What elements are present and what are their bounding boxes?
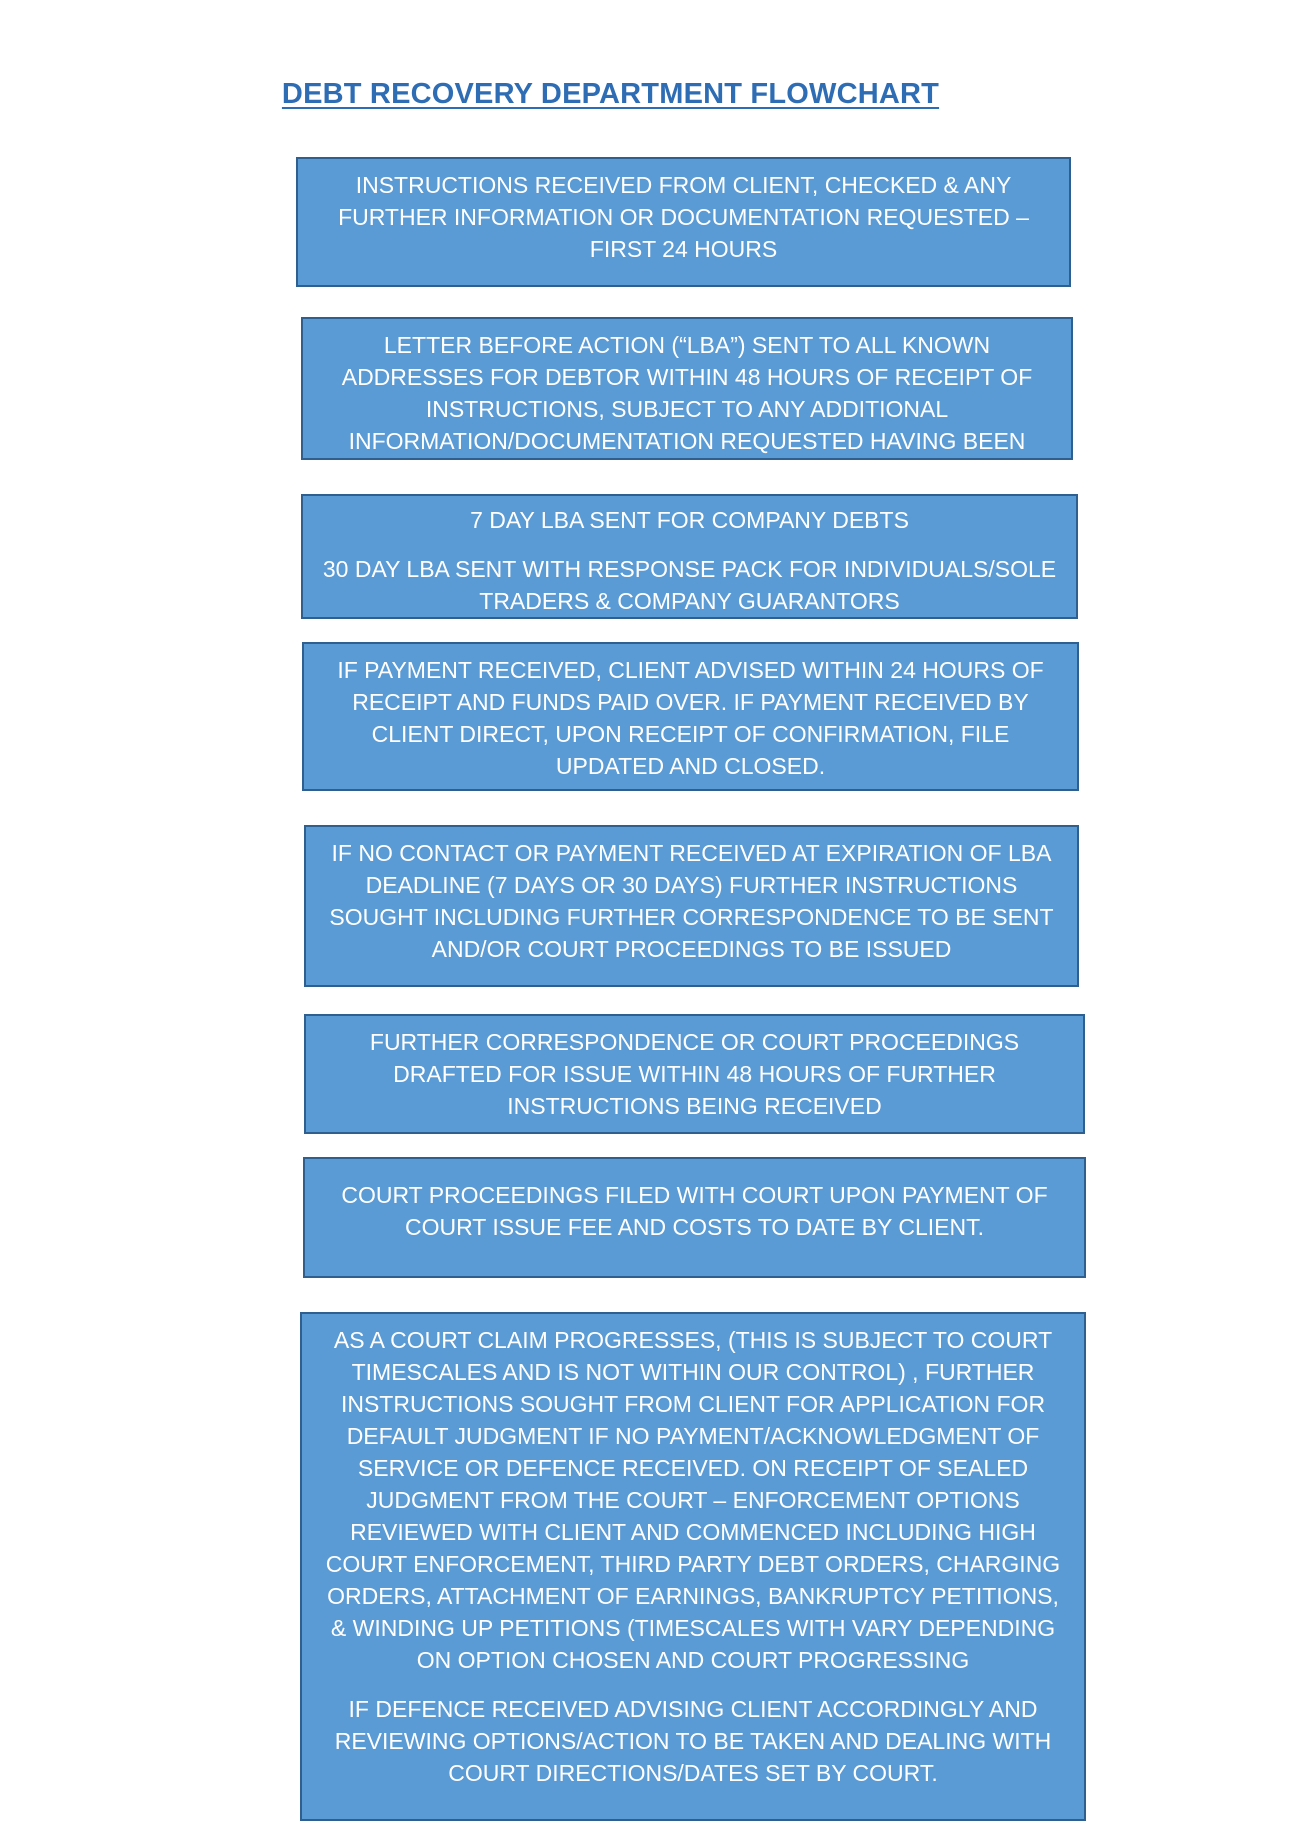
step-text: 7 DAY LBA SENT FOR COMPANY DEBTS [470,507,909,533]
flowchart-title-text: DEBT RECOVERY DEPARTMENT FLOWCHART [281,78,940,110]
step-text: IF NO CONTACT OR PAYMENT RECEIVED AT EXPIRATION OF LBA DEADLINE (7 DAYS OR 30 DAYS) FURTHER INSTRUCTIONS SOUGHT INCLUDING FURTHER CORRESPONDENCE TO BE SENT AND/OR COURT PROCEEDINGS TO BE ISSUED [329,840,1054,962]
step-text: AS A COURT CLAIM PROGRESSES, (THIS IS SUBJECT TO COURT TIMESCALES AND IS NOT WITHIN OUR CONTROL) , FURTHER INSTRUCTIONS SOUGHT FROM CLIENT FOR APPLICATION FOR DEFAULT JUDGMENT IF NO PAYMENT/ACKNOWLEDGMENT OF SERVICE OR DEFENCE RECEIVED. ON RECEIPT OF SEALED JUDGMENT FROM THE COURT – ENFORCEMENT OPTIONS REVIEWED WITH CLIENT AND COMMENCED INCLUDING HIGH COURT ENFORCEMENT, THIRD PARTY DEBT ORDERS, CHARGING ORDERS, ATTACHMENT OF EARNINGS, BANKRUPTCY PETITIONS, & WINDING UP PETITIONS (TIMESCALES WITH VARY DEPENDING ON OPTION CHOSEN AND COURT PROGRESSING [325,1327,1061,1673]
step-box-no-contact [304,825,1079,987]
step-box-payment-received [302,642,1079,791]
step-box-letter-before-action [301,317,1073,486]
step-box-court-proceedings-filed [303,1157,1086,1278]
step-text: COURT PROCEEDINGS FILED WITH COURT UPON PAYMENT OF COURT ISSUE FEE AND COSTS TO DATE BY CLIENT. [341,1182,1048,1240]
step-box-court-claim-progresses [300,1312,1086,1821]
step-text: FURTHER CORRESPONDENCE OR COURT PROCEEDINGS DRAFTED FOR ISSUE WITHIN 48 HOURS OF FURTHER INSTRUCTIONS BEING RECEIVED [369,1029,1020,1119]
step-text: IF DEFENCE RECEIVED ADVISING CLIENT ACCORDINGLY AND REVIEWING OPTIONS/ACTION TO BE TAKEN AND DEALING WITH COURT DIRECTIONS/DATES SET BY COURT. [334,1696,1052,1786]
step-box-lba-types [301,494,1078,619]
step-text: INSTRUCTIONS RECEIVED FROM CLIENT, CHECKED & ANY FURTHER INFORMATION OR DOCUMENTATION REQUESTED – FIRST 24 HOURS [338,172,1029,262]
step-text: LETTER BEFORE ACTION (“LBA”) SENT TO ALL KNOWN ADDRESSES FOR DEBTOR WITHIN 48 HOURS OF RECEIPT OF INSTRUCTIONS, SUBJECT TO ANY ADDITIONAL INFORMATION/DOCUMENTATION REQUESTED HAVING BEEN RECEIVED [341,332,1033,486]
step-box-instructions-received [296,157,1071,287]
step-box-further-correspondence [304,1014,1085,1134]
flowchart-title [0,78,1301,111]
step-text: IF PAYMENT RECEIVED, CLIENT ADVISED WITHIN 24 HOURS OF RECEIPT AND FUNDS PAID OVER. IF PAYMENT RECEIVED BY CLIENT DIRECT, UPON RECEIPT OF CONFIRMATION, FILE UPDATED AND CLOSED. [337,657,1044,779]
step-text: 30 DAY LBA SENT WITH RESPONSE PACK FOR INDIVIDUALS/SOLE TRADERS & COMPANY GUARANTORS [322,556,1057,614]
